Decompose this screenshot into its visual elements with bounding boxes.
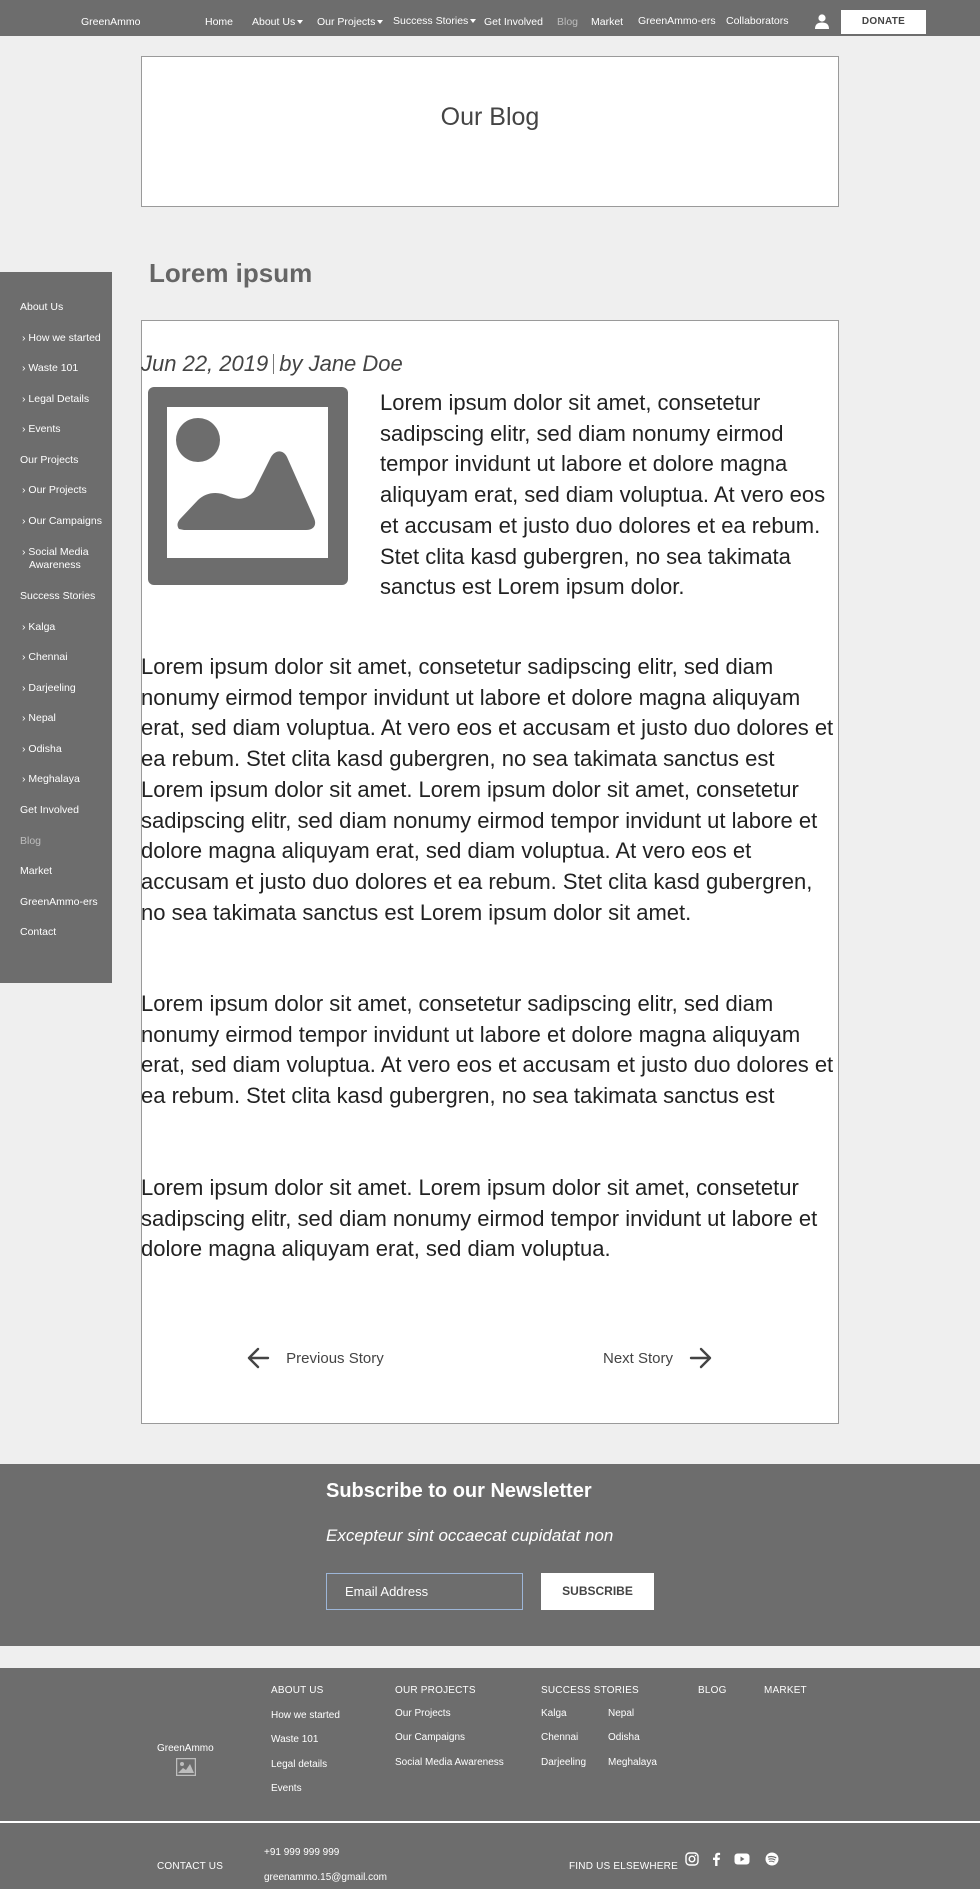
arrow-right-icon — [689, 1347, 713, 1369]
nav-about-label: About Us — [252, 16, 296, 28]
chevron-down-icon — [470, 19, 476, 23]
footer-heading-about[interactable]: ABOUT US — [271, 1685, 324, 1696]
sidebar-item-get-involved[interactable]: Get Involved — [20, 804, 79, 816]
user-icon[interactable] — [814, 13, 830, 29]
footer-heading-stories[interactable]: SUCCESS STORIES — [541, 1685, 639, 1696]
footer-link-social-media[interactable]: Social Media Awareness — [395, 1757, 504, 1768]
footer — [0, 1668, 980, 1889]
subscribe-button[interactable]: SUBSCRIBE — [541, 1573, 654, 1610]
footer-link-odisha[interactable]: Odisha — [608, 1732, 640, 1743]
sidebar-item-odisha[interactable]: › Odisha — [22, 743, 62, 755]
footer-link-events[interactable]: Events — [271, 1783, 302, 1794]
nav-blog[interactable]: Blog — [557, 16, 579, 28]
footer-link-our-campaigns[interactable]: Our Campaigns — [395, 1732, 466, 1743]
footer-heading-projects[interactable]: OUR PROJECTS — [395, 1685, 476, 1696]
footer-link-legal-details[interactable]: Legal details — [271, 1759, 328, 1770]
nav-projects[interactable] — [317, 16, 383, 28]
sidebar-item-waste-101[interactable]: › Waste 101 — [22, 362, 79, 374]
footer-link-darjeeling[interactable]: Darjeeling — [541, 1757, 587, 1768]
newsletter-title: Subscribe to our Newsletter — [326, 1480, 592, 1502]
previous-story-link[interactable] — [246, 1347, 384, 1369]
footer-heading-blog[interactable]: BLOG — [698, 1685, 727, 1696]
post-paragraph-1: Lorem ipsum dolor sit amet, consetetur sadipscing elitr, sed diam nonumy eirmod tempor invidunt ut labore et dolore magna aliquyam erat, sed diam voluptua. At vero eos et accusam et justo duo dolores et ea rebum. Stet clita kasd gubergren, no sea takimata sanctus est Lorem ipsum dolor sit amet. Lorem ipsum dolor sit amet, consetetur sadipscing elitr, sed diam nonumy eirmod tempor invidunt ut labore et dolore magna aliquyam erat, sed diam voluptua. At vero eos et accusam et justo duo dolores et ea rebum. Stet clita kasd gubergren, no sea takimata sanctus est Lorem ipsum dolor sit amet. — [141, 654, 834, 925]
chevron-down-icon — [297, 20, 303, 24]
arrow-left-icon — [246, 1347, 270, 1369]
sidebar-item-our-projects[interactable]: Our Projects — [20, 454, 79, 466]
sidebar-item-market[interactable]: Market — [20, 865, 53, 877]
previous-story-label: Previous Story — [286, 1349, 384, 1367]
post-image — [148, 387, 348, 585]
sidebar — [0, 272, 112, 983]
nav-home[interactable]: Home — [205, 16, 234, 28]
footer-heading-contact: CONTACT US — [157, 1861, 224, 1872]
footer-link-waste-101[interactable]: Waste 101 — [271, 1734, 319, 1745]
footer-link-our-projects[interactable]: Our Projects — [395, 1708, 451, 1719]
nav-market[interactable]: Market — [591, 16, 624, 28]
image-placeholder-icon — [148, 387, 348, 585]
nav-stories[interactable] — [393, 15, 476, 27]
youtube-icon[interactable] — [734, 1852, 750, 1866]
nav-about[interactable] — [252, 16, 303, 28]
footer-link-nepal[interactable]: Nepal — [608, 1708, 635, 1719]
nav-greenammo-ers[interactable]: GreenAmmo-ers — [638, 15, 716, 27]
sidebar-item-how-we-started[interactable]: › How we started — [22, 332, 101, 344]
sidebar-item-success-stories[interactable]: Success Stories — [20, 590, 96, 602]
footer-email[interactable]: greenammo.15@gmail.com — [264, 1872, 387, 1883]
sidebar-item-legal-details[interactable]: › Legal Details — [22, 393, 90, 405]
post-title: Lorem ipsum — [149, 258, 313, 288]
footer-find-us: FIND US ELSEWHERE — [569, 1861, 678, 1872]
newsletter-section — [0, 1464, 980, 1646]
newsletter-subtitle: Excepteur sint occaecat cupidatat non — [326, 1526, 614, 1545]
post-meta — [141, 351, 403, 377]
footer-brand[interactable]: GreenAmmo — [157, 1743, 214, 1754]
post-intro: Lorem ipsum dolor sit amet, consetetur sadipscing elitr, sed diam nonumy eirmod tempor invidunt ut labore et dolore magna aliquyam erat, sed diam voluptua. At vero eos et accusam et justo duo dolores et ea rebum. Stet clita kasd gubergren, no sea takimata sanctus est Lorem ipsum dolor. — [380, 390, 826, 600]
footer-link-how-we-started[interactable]: How we started — [271, 1710, 340, 1721]
top-navbar — [0, 0, 980, 36]
page-title: Our Blog — [440, 103, 540, 131]
sidebar-item-meghalaya[interactable]: › Meghalaya — [22, 773, 80, 785]
donate-button[interactable]: DONATE — [841, 10, 926, 34]
footer-link-meghalaya[interactable]: Meghalaya — [608, 1757, 657, 1768]
spotify-icon[interactable] — [765, 1852, 779, 1866]
instagram-icon[interactable] — [685, 1852, 699, 1866]
sidebar-item-campaigns[interactable]: › Our Campaigns — [22, 515, 102, 527]
post-author: by Jane Doe — [279, 351, 403, 376]
sidebar-item-events[interactable]: › Events — [22, 423, 61, 435]
sidebar-item-kalga[interactable]: › Kalga — [22, 621, 56, 633]
nav-projects-label: Our Projects — [317, 16, 376, 28]
nav-get-involved[interactable]: Get Involved — [484, 16, 543, 28]
meta-divider — [273, 354, 274, 374]
brand-logo[interactable]: GreenAmmo — [81, 16, 141, 28]
footer-phone[interactable]: +91 999 999 999 — [264, 1847, 340, 1858]
sidebar-item-nepal[interactable]: › Nepal — [22, 712, 56, 724]
sidebar-item-contact[interactable]: Contact — [20, 926, 57, 938]
sidebar-item-social-media-cont[interactable]: Awareness — [29, 559, 81, 571]
email-input[interactable] — [326, 1573, 523, 1610]
facebook-icon[interactable] — [711, 1852, 721, 1866]
sidebar-item-blog[interactable]: Blog — [20, 835, 42, 847]
image-placeholder-icon — [176, 1758, 196, 1776]
footer-link-kalga[interactable]: Kalga — [541, 1708, 567, 1719]
article-card — [141, 320, 839, 1424]
chevron-down-icon — [377, 20, 383, 24]
sidebar-item-chennai[interactable]: › Chennai — [22, 651, 68, 663]
footer-divider — [0, 1821, 980, 1823]
sidebar-item-projects[interactable]: › Our Projects — [22, 484, 87, 496]
next-story-link[interactable] — [603, 1347, 713, 1369]
nav-stories-label: Success Stories — [393, 15, 469, 27]
nav-collaborators[interactable]: Collaborators — [726, 15, 789, 27]
sidebar-item-greenammo-ers[interactable]: GreenAmmo-ers — [20, 896, 98, 908]
footer-heading-market[interactable]: MARKET — [764, 1685, 807, 1696]
post-paragraph-3: Lorem ipsum dolor sit amet. Lorem ipsum dolor sit amet, consetetur sadipscing elitr, sed diam nonumy eirmod tempor invidunt ut labore et dolore magna aliquyam erat, sed diam voluptua. — [141, 1175, 818, 1262]
post-paragraph-2: Lorem ipsum dolor sit amet, consetetur sadipscing elitr, sed diam nonumy eirmod tempor invidunt ut labore et dolore magna aliquyam erat, sed diam voluptua. At vero eos et accusam et justo duo dolores et ea rebum. Stet clita kasd gubergren, no sea takimata sanctus est — [141, 991, 834, 1109]
post-date: Jun 22, 2019 — [141, 351, 269, 376]
next-story-label: Next Story — [603, 1349, 674, 1367]
page-header — [141, 56, 839, 207]
footer-link-chennai[interactable]: Chennai — [541, 1732, 579, 1743]
sidebar-item-social-media[interactable]: › Social Media — [22, 546, 89, 558]
sidebar-item-about[interactable]: About Us — [20, 301, 64, 313]
sidebar-item-darjeeling[interactable]: › Darjeeling — [22, 682, 76, 694]
